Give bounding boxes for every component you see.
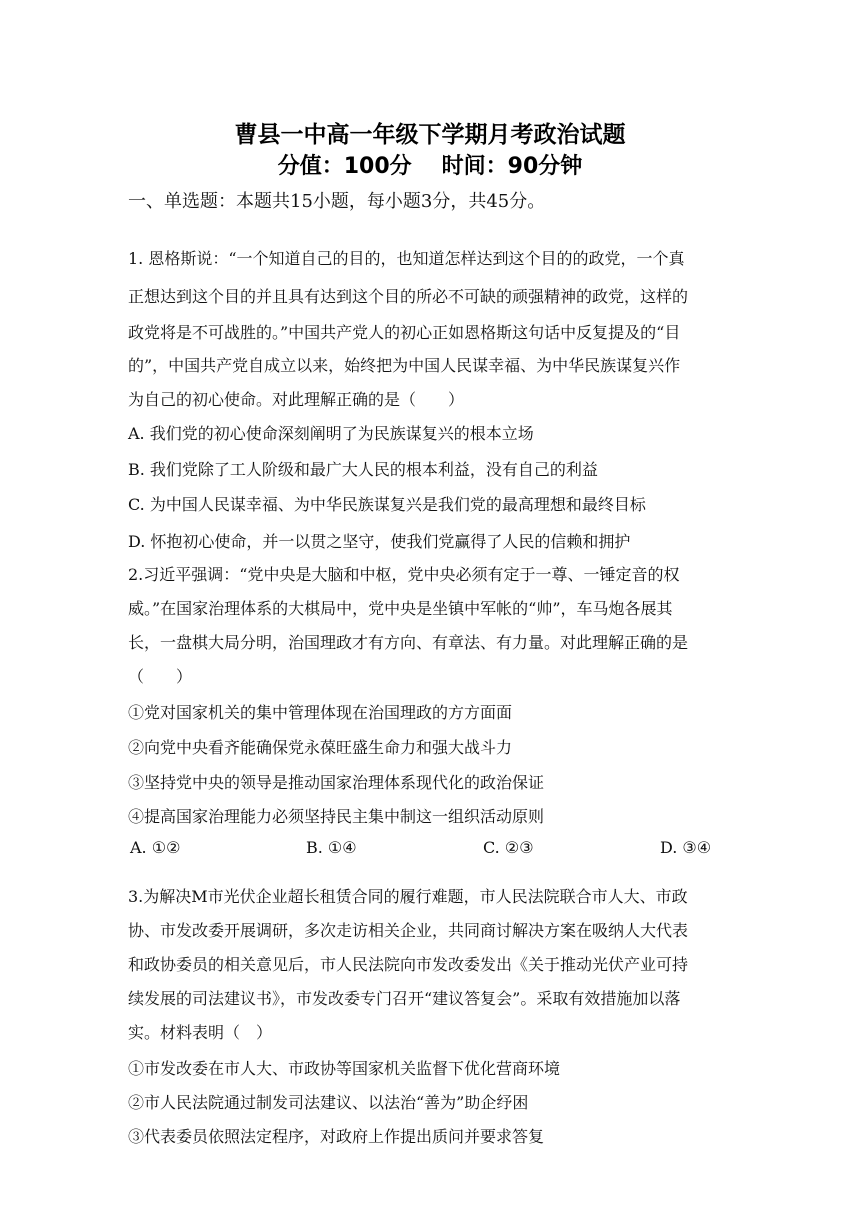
q3-statement-1: ①市发改委在市人大、市政协等国家机关监督下优化营商环境 [128, 1059, 561, 1078]
q3-statement-2: ②市人民法院通过制发司法建议、以法治“善为”助企纾困 [128, 1093, 529, 1112]
q1-option-c: C. 为中国人民谋幸福、为中华民族谋复兴是我们党的最高理想和最终目标 [128, 495, 646, 514]
q3-statement-3: ③代表委员依照法定程序，对政府上作提出质问并要求答复 [128, 1127, 545, 1146]
q3-stem-line: 协、市发改委开展调研，多次走访相关企业，共同商讨解决方案在吸纳人大代表 [128, 921, 689, 940]
score-label: 分值：100分 [277, 154, 412, 179]
q1-stem-line: 正想达到这个目的并且具有达到这个目的所必不可缺的顽强精神的政党，这样的 [128, 287, 689, 306]
q2-stem-line: 长，一盘棋大局分明，治国理政才有方向、有章法、有力量。对此理解正确的是 [128, 633, 689, 652]
exam-meta [0, 149, 860, 180]
q1-option-b: B. 我们党除了工人阶级和最广大人民的根本利益，没有自己的利益 [128, 460, 598, 479]
q2-statement-1: ①党对国家机关的集中管理体现在治国理政的方方面面 [128, 703, 513, 722]
q1-stem-line: 为自己的初心使命。对此理解正确的是（ ） [128, 390, 465, 409]
q3-stem-line: 实。材料表明（ ） [128, 1023, 273, 1042]
q3-stem-line: 3.为解决M市光伏企业超长租赁合同的履行难题，市人民法院联合市人大、市政 [128, 887, 688, 906]
exam-title: 曹县一中高一年级下学期月考政治试题 [234, 122, 626, 148]
q2-statement-3: ③坚持党中央的领导是推动国家治理体系现代化的政治保证 [128, 773, 545, 792]
q2-stem-line: 2.习近平强调：“党中央是大脑和中枢，党中央必须有定于一尊、一锤定音的权 [128, 565, 680, 584]
q1-option-a: A. 我们党的初心使命深刻阐明了为民族谋复兴的根本立场 [128, 424, 534, 443]
q1-stem-line: 的”，中国共产党自成立以来，始终把为中国人民谋幸福、为中华民族谋复兴作 [128, 356, 681, 375]
q2-option-c: C. ②③ [483, 838, 534, 857]
q2-stem-line: （ ） [128, 667, 193, 686]
q1-option-d: D. 怀抱初心使命，并一以贯之坚守，使我们党赢得了人民的信赖和拥护 [128, 532, 631, 551]
q2-option-d: D. ③④ [660, 838, 712, 857]
q3-stem-line: 续发展的司法建议书》，市发改委专门召开“建议答复会”。采取有效措施加以落 [128, 989, 681, 1008]
section-heading: 一、单选题：本题共15小题，每小题3分，共45分。 [128, 191, 546, 212]
q1-stem-line: 政党将是不可战胜的。”中国共产党人的初心正如恩格斯这句话中反复提及的“目 [128, 323, 681, 342]
q2-option-b: B. ①④ [306, 838, 357, 857]
q2-statement-4: ④提高国家治理能力必须坚持民主集中制这一组织活动原则 [128, 807, 545, 826]
time-label: 时间：90分钟 [441, 154, 583, 179]
q3-stem-line: 和政协委员的相关意见后，市人民法院向市发改委发出《关于推动光伏产业可持 [128, 955, 689, 974]
q2-statement-2: ②向党中央看齐能确保党永葆旺盛生命力和强大战斗力 [128, 738, 513, 757]
q2-stem-line: 威。”在国家治理体系的大棋局中，党中央是坐镇中军帐的“帅”，车马炮各展其 [128, 599, 673, 618]
q2-option-a: A. ①② [130, 838, 181, 857]
q1-stem-line: 1. 恩格斯说：“一个知道自己的目的，也知道怎样达到这个目的的政党，一个真 [128, 249, 685, 268]
